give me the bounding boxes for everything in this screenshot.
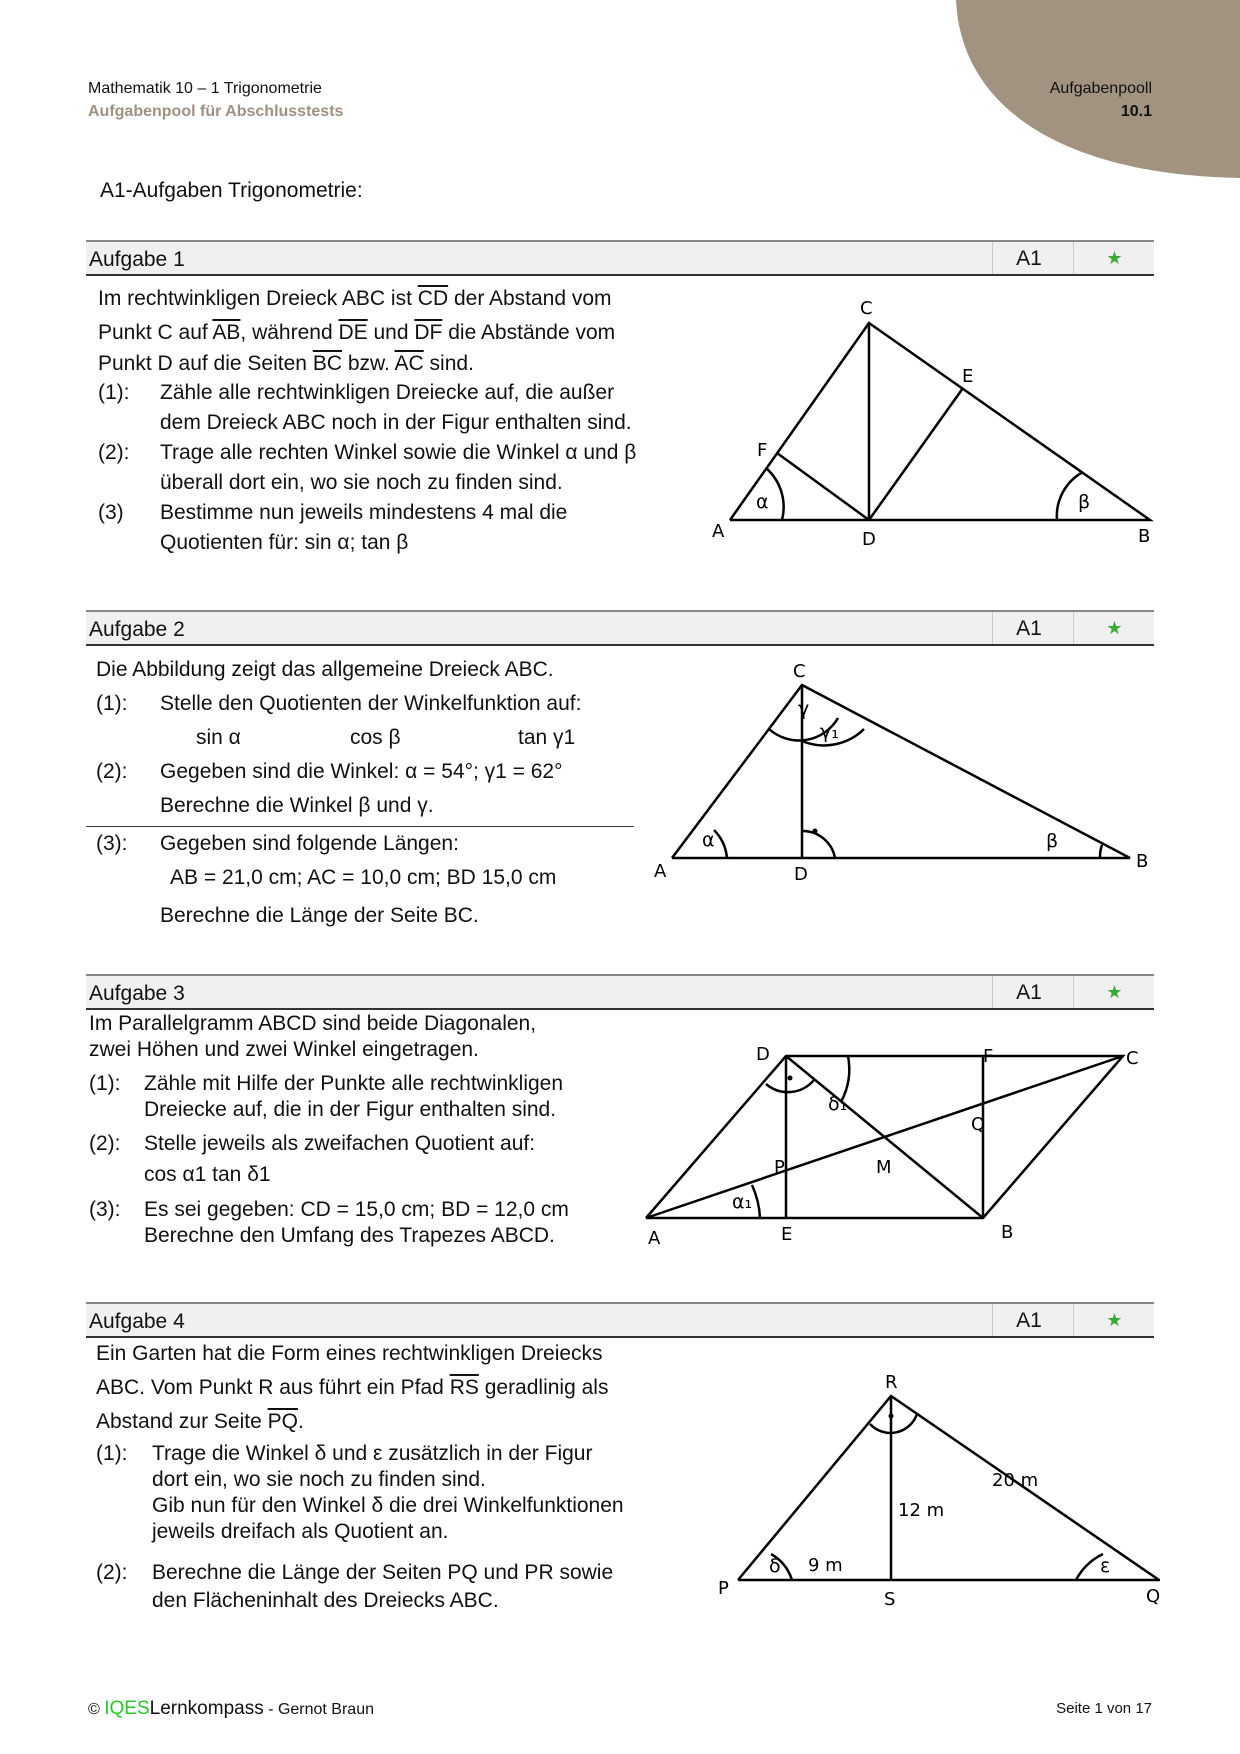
svg-text:α: α xyxy=(756,491,769,513)
svg-text:D: D xyxy=(756,1044,770,1065)
svg-text:S: S xyxy=(884,1589,896,1610)
section-title: A1-Aufgaben Trigonometrie: xyxy=(100,179,363,202)
task-3-figure xyxy=(640,1020,1150,1260)
level-badge: A1 xyxy=(1016,247,1042,270)
svg-text:F: F xyxy=(757,440,768,461)
task-4-header: Aufgabe 4 A1 ★ xyxy=(86,1302,1154,1338)
svg-text:B: B xyxy=(1138,526,1151,547)
task-1-header xyxy=(86,240,1154,276)
brand-lernkompass: Lernkompass xyxy=(149,1698,264,1719)
star-icon: ★ xyxy=(1073,976,1155,1008)
task-title: Aufgabe 1 xyxy=(89,248,185,271)
task-1-figure xyxy=(700,290,1160,550)
svg-text:δ: δ xyxy=(769,1555,781,1577)
task-2-figure xyxy=(640,655,1160,885)
segment-CD: $\overline{CD}$ xyxy=(417,287,449,310)
pool-number: 10.1 xyxy=(1120,103,1152,120)
svg-text:Q: Q xyxy=(971,1114,986,1135)
svg-text:D: D xyxy=(794,864,808,885)
svg-text:γ: γ xyxy=(798,698,810,720)
svg-text:R: R xyxy=(885,1372,898,1393)
level-badge: A1 xyxy=(1016,1309,1042,1332)
svg-text:A: A xyxy=(648,1228,661,1249)
svg-text:α₁: α₁ xyxy=(732,1191,753,1213)
level-badge: A1 xyxy=(1016,981,1042,1004)
svg-text:F: F xyxy=(983,1046,994,1067)
document-subtitle: Aufgabenpool für Abschlusstests xyxy=(88,103,344,120)
page-number: Seite 1 von 17 xyxy=(1056,1700,1152,1717)
svg-text:E: E xyxy=(962,366,974,387)
svg-text:C: C xyxy=(1126,1048,1139,1069)
svg-text:A: A xyxy=(712,521,725,542)
task-2-header: Aufgabe 2 A1 ★ xyxy=(86,610,1154,646)
svg-text:Q: Q xyxy=(1146,1586,1160,1607)
brand-iqes: IQES xyxy=(104,1698,150,1719)
svg-text:β: β xyxy=(1078,491,1091,513)
svg-text:E: E xyxy=(781,1224,793,1245)
svg-text:α: α xyxy=(702,829,715,851)
svg-text:9 m: 9 m xyxy=(808,1555,843,1576)
svg-text:B: B xyxy=(1001,1222,1014,1243)
task-4-text: Ein Garten hat die Form eines rechtwinkligen Dreiecks ABC. Vom Punkt R aus führt ein Pfad $\overline{RS}$ geradlinig als Abstand zur Seite $\overline{PQ}$. (1): Trage die Winkel δ und ε zusätzlich in der Figur dort ein, wo sie noch zu finden sind. Gib nun für den Winkel δ die drei Winkelfunktionen jeweils dreifach als Quotient an. (2): Berechne die Länge der Seiten PQ und PR sowie den Flächeninhalt des Dreiecks ABC. xyxy=(96,1342,624,1612)
svg-text:D: D xyxy=(862,529,876,550)
task-2-text: Die Abbildung zeigt das allgemeine Dreieck ABC. (1): Stelle den Quotienten der Winkelfunktion auf: sin α cos β tan γ1 (2): Gegeben sind die Winkel: α = 54°; γ1 = 62° Berechne die Winkel β und γ. (3): Gegeben sind folgende Längen: AB = 21,0 cm; AC = 10,0 cm; BD 15,0 cm Berechne die Länge der Seite BC. xyxy=(96,658,582,927)
task-1-text: Im rechtwinkligen Dreieck ABC ist $\overline{CD}$ der Abstand vom Punkt C auf $\overline{AB}$, während $\overline{DE}$ und $\overline{DF}$ die Abstände vom Punkt D auf die Seiten $\overline{BC}$ bzw. $\overline{AC}$ sind. (1): Zähle alle rechtwinkligen Dreiecke auf, die außer dem Dreieck ABC noch in der Figur enthalten sind. (2): Trage alle rechten Winkel sowie die Winkel α und β überall dort ein, wo sie noch zu finden sind. (3) Bestimme nun jeweils mindestens 4 mal die Quotienten für: sin α; tan β xyxy=(98,282,636,558)
subtask-1: (1): Zähle alle rechtwinkligen Dreiecke auf, die außer dem Dreieck ABC noch in der Figur enthalten sind. xyxy=(98,381,632,434)
svg-text:γ₁: γ₁ xyxy=(820,721,839,743)
task-4-figure xyxy=(700,1350,1160,1610)
subtask-2: (2): Trage alle rechten Winkel sowie die Winkel α und β überall dort ein, wo sie noch zu finden sind. xyxy=(98,441,637,494)
pool-label: Aufgabenpooll xyxy=(1049,80,1152,97)
footer-brand xyxy=(88,1698,374,1720)
svg-text:C: C xyxy=(860,298,873,319)
svg-text:P: P xyxy=(718,1578,729,1599)
star-icon: ★ xyxy=(1073,242,1155,274)
svg-text:B: B xyxy=(1136,851,1149,872)
star-icon: ★ xyxy=(1073,612,1155,644)
author: - Gernot Braun xyxy=(263,1701,374,1718)
svg-text:ε: ε xyxy=(1100,1555,1111,1577)
course-title: Mathematik 10 – 1 Trigonometrie xyxy=(88,80,322,97)
level-badge: A1 xyxy=(1016,617,1042,640)
svg-text:δ₁: δ₁ xyxy=(828,1093,848,1115)
divider xyxy=(86,826,634,827)
copyright-icon: © xyxy=(88,1701,100,1718)
svg-text:P: P xyxy=(774,1157,785,1178)
document-header xyxy=(88,77,343,123)
svg-text:C: C xyxy=(793,661,806,682)
svg-text:20 m: 20 m xyxy=(992,1470,1039,1491)
svg-text:β: β xyxy=(1046,830,1059,852)
star-icon: ★ xyxy=(1073,1304,1155,1336)
svg-text:M: M xyxy=(876,1157,892,1178)
pool-label-block xyxy=(1050,77,1152,123)
svg-text:A: A xyxy=(654,861,667,882)
task-3-text: Im Parallelgramm ABCD sind beide Diagonalen, zwei Höhen und zwei Winkel eingetragen. (1): Zähle mit Hilfe der Punkte alle rechtwinkligen Dreiecke auf, die in der Figur enthalten sind. (2): Stelle jeweils als zweifachen Quotient auf: cos α1 tan δ1 (3): Es sei gegeben: CD = 15,0 cm; BD = 12,0 cm Berechne den Umfang des Trapezes ABCD. xyxy=(89,1012,569,1247)
subtask-3: (3) Bestimme nun jeweils mindestens 4 mal die Quotienten für: sin α; tan β xyxy=(98,501,568,554)
svg-text:12 m: 12 m xyxy=(898,1500,945,1521)
task-3-header: Aufgabe 3 A1 ★ xyxy=(86,974,1154,1010)
